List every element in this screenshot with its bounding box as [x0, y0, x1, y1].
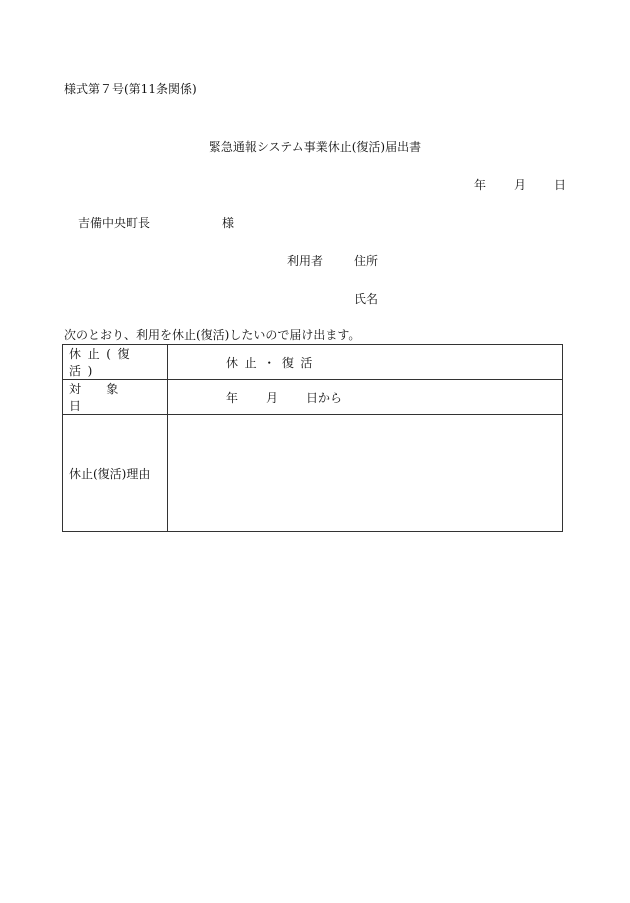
- document-title: 緊急通報システム事業休止(復活)届出書: [208, 140, 422, 154]
- suspend-resume-choice[interactable]: [168, 345, 563, 380]
- applicant-name-label: 氏名: [354, 292, 379, 306]
- addressee-honorific: 様: [222, 216, 235, 230]
- table-row: [63, 345, 563, 380]
- addressee-name: 吉備中央町長: [78, 216, 151, 230]
- option-separator: ・: [263, 355, 282, 370]
- suspend-resume-label: 休止(復活): [63, 345, 168, 380]
- submission-date: [474, 176, 566, 193]
- target-date-field[interactable]: [168, 380, 563, 415]
- intro-statement: 次のとおり、利用を休止(復活)したいので届け出ます。: [64, 328, 361, 342]
- applicant-role-label: 利用者: [287, 254, 324, 268]
- target-day-from-label: 日から: [306, 390, 343, 405]
- suspend-option[interactable]: 休止: [226, 355, 264, 370]
- form-number: 様式第７号(第11条関係): [64, 82, 197, 96]
- applicant-address-label: 住所: [354, 254, 379, 268]
- reason-label: 休止(復活)理由: [63, 415, 168, 532]
- target-year-label: 年: [226, 390, 239, 405]
- table-row: [63, 380, 563, 415]
- target-date-label: 対象日: [63, 380, 168, 415]
- resume-option[interactable]: 復活: [281, 355, 320, 370]
- table-row: [63, 415, 563, 532]
- application-table: [62, 344, 563, 532]
- date-year-label: 年: [473, 178, 486, 192]
- date-day-label: 日: [553, 178, 566, 192]
- target-month-label: 月: [266, 390, 279, 405]
- reason-field[interactable]: [168, 415, 563, 532]
- date-month-label: 月: [513, 178, 526, 192]
